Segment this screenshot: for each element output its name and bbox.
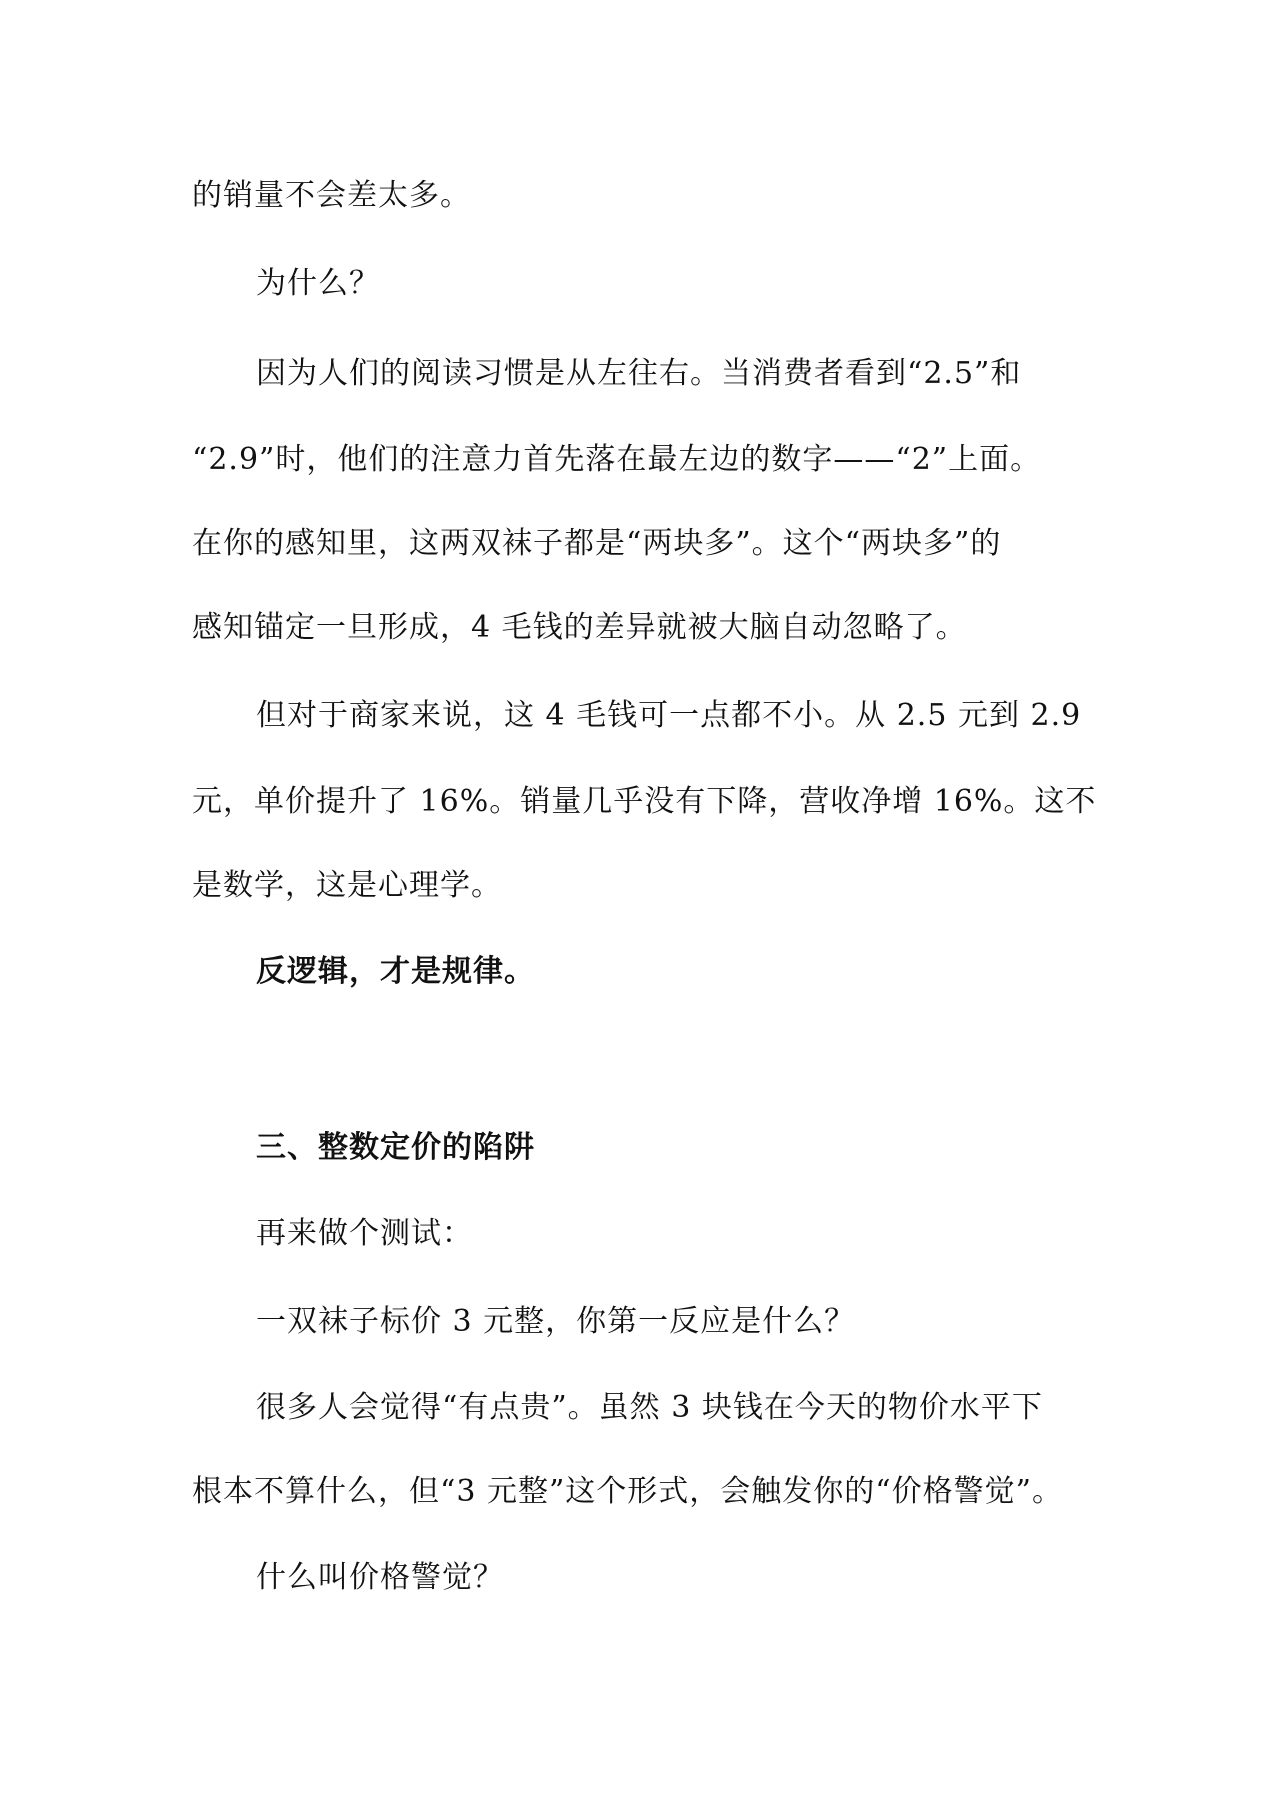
paragraph-line: 因为人们的阅读习惯是从左往右。当消费者看到“2.5”和 <box>256 356 1022 391</box>
paragraph-line: 一双袜子标价 3 元整，你第一反应是什么？ <box>256 1304 856 1339</box>
paragraph-line: 在你的感知里，这两双袜子都是“两块多”。这个“两块多”的 <box>192 526 1002 561</box>
paragraph-line: 是数学，这是心理学。 <box>192 868 502 903</box>
paragraph-line: 再来做个测试： <box>256 1216 473 1251</box>
paragraph-line: 但对于商家来说，这 4 毛钱可一点都不小。从 2.5 元到 2.9 <box>256 698 1082 733</box>
paragraph-line: “2.9”时，他们的注意力首先落在最左边的数字——“2”上面。 <box>192 442 1042 477</box>
section-heading: 三、整数定价的陷阱 <box>256 1130 535 1165</box>
paragraph-line: 为什么？ <box>256 266 380 301</box>
paragraph-line: 感知锚定一旦形成，4 毛钱的差异就被大脑自动忽略了。 <box>192 610 967 645</box>
paragraph-line: 什么叫价格警觉？ <box>256 1560 504 1595</box>
paragraph-line: 的销量不会差太多。 <box>192 178 471 213</box>
paragraph-line: 很多人会觉得“有点贵”。虽然 3 块钱在今天的物价水平下 <box>256 1390 1043 1425</box>
emphasis-line: 反逻辑，才是规律。 <box>256 954 535 989</box>
paragraph-line: 根本不算什么，但“3 元整”这个形式，会触发你的“价格警觉”。 <box>192 1474 1063 1509</box>
paragraph-line: 元，单价提升了 16%。销量几乎没有下降，营收净增 16%。这不 <box>192 784 1097 819</box>
